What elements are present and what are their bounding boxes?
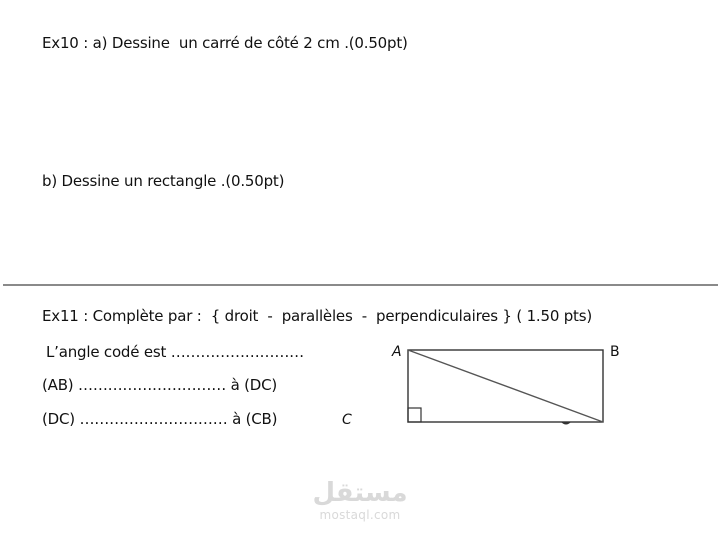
ex11-line-ab-dc: (AB) ………………………… à (DC) xyxy=(42,376,278,394)
rectangle-diagram xyxy=(330,335,630,435)
vertex-label-a: A xyxy=(392,344,402,360)
right-angle-marker xyxy=(408,408,421,422)
watermark xyxy=(300,478,420,522)
rectangle-figure xyxy=(330,335,630,435)
watermark-latin: mostaql.com xyxy=(319,508,401,522)
ex11-instruction: Ex11 : Complète par : { droit - parallèles - perpendiculaires } ( 1.50 pts) xyxy=(42,307,593,325)
ex11-line-dc-cb: (DC) ………………………… à (CB) xyxy=(42,410,278,428)
ex10-part-b: b) Dessine un rectangle .(0.50pt) xyxy=(42,172,285,190)
angle-arc-mark xyxy=(561,422,571,425)
vertex-label-b: B xyxy=(610,344,620,360)
ex11-line-angle: L’angle codé est ……………………… xyxy=(46,343,304,361)
ex10-part-a: Ex10 : a) Dessine un carré de côté 2 cm .(0.50pt) xyxy=(42,34,408,52)
section-divider xyxy=(3,284,718,286)
vertex-label-c: C xyxy=(342,412,352,428)
watermark-arabic: مستقل xyxy=(312,478,408,508)
